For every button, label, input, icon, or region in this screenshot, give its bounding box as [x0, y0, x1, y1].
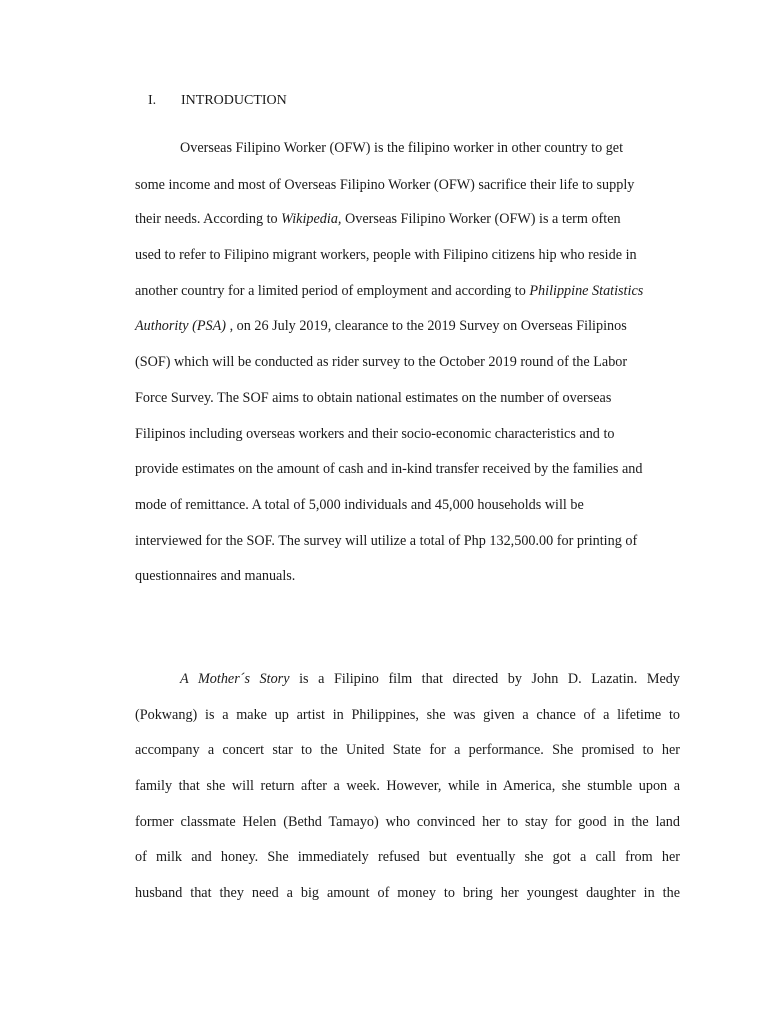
- paragraph-1-line-11: mode of remittance. A total of 5,000 individuals and 45,000 households will be: [135, 497, 584, 513]
- section-number: I.: [148, 93, 157, 108]
- wikipedia-reference: Wikipedia,: [281, 211, 342, 227]
- section-title: INTRODUCTION: [181, 93, 287, 108]
- paragraph-1-line-12: interviewed for the SOF. The survey will utilize a total of Php 132,500.00 for printing of: [135, 533, 638, 549]
- paragraph-1-line-9: Filipinos including overseas workers and their socio-economic characteristics and to: [135, 426, 615, 442]
- paragraph-1-line-2: some income and most of Overseas Filipino Worker (OFW) sacrifice their life to supply: [135, 177, 635, 193]
- section-heading: [148, 93, 287, 109]
- paragraph-1-line-5: another country for a limited period of employment and according to Philippine Statistics: [135, 283, 644, 299]
- paragraph-2-line-2: (Pokwang) is a make up artist in Philippines, she was given a chance of a lifetime to: [135, 707, 680, 723]
- paragraph-1-line-3: their needs. According to Wikipedia, Overseas Filipino Worker (OFW) is a term often: [135, 211, 621, 227]
- paragraph-2-line-7: husband that they need a big amount of money to bring her youngest daughter in the: [135, 885, 680, 901]
- psa-reference-cont: Authority (PSA): [135, 318, 227, 334]
- paragraph-2-line-5: former classmate Helen (Bethd Tamayo) who convinced her to stay for good in the land: [135, 814, 680, 830]
- paragraph-1-line-8: Force Survey. The SOF aims to obtain national estimates on the number of overseas: [135, 390, 612, 406]
- paragraph-1-line-13: questionnaires and manuals.: [135, 568, 296, 584]
- psa-reference: Philippine Statistics: [529, 283, 644, 299]
- paragraph-2-line-4: family that she will return after a week. However, while in America, she stumble upon a: [135, 778, 680, 794]
- paragraph-1-line-4: used to refer to Filipino migrant workers, people with Filipino citizens hip who reside in: [135, 247, 637, 263]
- paragraph-2-line-6: of milk and honey. She immediately refused but eventually she got a call from her: [135, 849, 680, 865]
- paragraph-2-line-3: accompany a concert star to the United State for a performance. She promised to her: [135, 742, 680, 758]
- paragraph-1-line-1: Overseas Filipino Worker (OFW) is the filipino worker in other country to get: [180, 140, 624, 156]
- paragraph-2-line-1: A Mother´s Story is a Filipino film that directed by John D. Lazatin. Medy: [180, 671, 680, 687]
- paragraph-1-line-10: provide estimates on the amount of cash and in-kind transfer received by the families and: [135, 461, 643, 477]
- paragraph-1-line-6: Authority (PSA) , on 26 July 2019, clearance to the 2019 Survey on Overseas Filipinos: [135, 318, 627, 334]
- paragraph-1-line-7: (SOF) which will be conducted as rider survey to the October 2019 round of the Labor: [135, 354, 628, 370]
- film-title: A Mother´s Story: [180, 671, 290, 687]
